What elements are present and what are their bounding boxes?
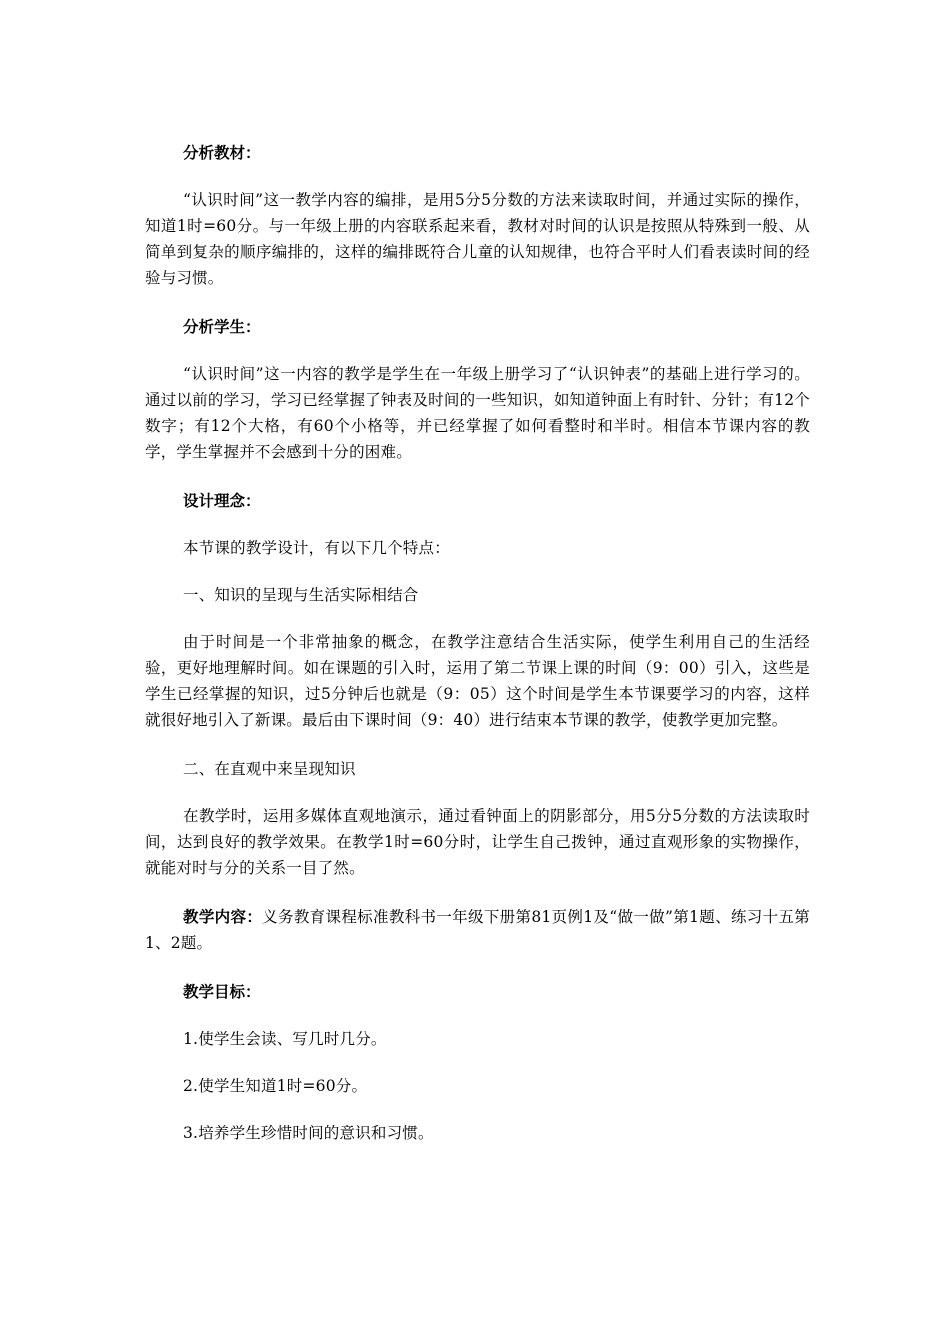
document-page bbox=[145, 140, 810, 1146]
analyze-students-heading: 分析学生： bbox=[183, 318, 261, 336]
teaching-goal-item: 3.培养学生珍惜时间的意识和习惯。 bbox=[183, 1124, 434, 1142]
analyze-material-body: “认识时间”这一教学内容的编排，是用5分5分数的方法来读取时间，并通过实际的操作，知道1时=60分。与一年级上册的内容联系起来看，教材对时间的认识是按照从特殊到一般、从简单到复杂的顺序编排的，这样的编排既符合儿童的认知规律，也符合平时人们看表读时间的经验与习惯。 bbox=[145, 191, 810, 287]
design-point-2-title: 二、在直观中来呈现知识 bbox=[183, 760, 356, 778]
teaching-goal-item: 1.使学生会读、写几时几分。 bbox=[183, 1030, 387, 1048]
design-point-1-title: 一、知识的呈现与生活实际相结合 bbox=[183, 586, 419, 604]
teaching-content-body: 义务教育课程标准教科书一年级下册第81页例1及“做一做”第1题、练习十五第1、2题。 bbox=[145, 908, 810, 952]
design-concept-intro: 本节课的教学设计，有以下几个特点： bbox=[183, 539, 450, 557]
analyze-material-heading: 分析教材： bbox=[183, 144, 261, 162]
design-point-1-body: 由于时间是一个非常抽象的概念，在教学注意结合生活实际，使学生利用自己的生活经验，更好地理解时间。如在课题的引入时，运用了第二节课上课的时间（9：00）引入，这些是学生已经掌握的知识，过5分钟后也就是（9：05）这个时间是学生本节课要学习的内容，这样就很好地引入了新课。最后由下课时间（9：40）进行结束本节课的教学，使教学更加完整。 bbox=[145, 633, 810, 729]
design-point-2-body: 在教学时，运用多媒体直观地演示，通过看钟面上的阴影部分，用5分5分数的方法读取时间，达到良好的教学效果。在教学1时=60分时，让学生自己拨钟，通过直观形象的实物操作，就能对时与分的关系一目了然。 bbox=[145, 807, 810, 877]
teaching-content-label: 教学内容： bbox=[183, 908, 263, 926]
teaching-goal-item: 2.使学生知道1时=60分。 bbox=[183, 1077, 368, 1095]
design-concept-heading: 设计理念： bbox=[183, 492, 261, 510]
teaching-content-paragraph bbox=[145, 904, 810, 956]
teaching-goals-heading: 教学目标： bbox=[183, 983, 261, 1001]
analyze-students-body: “认识时间”这一内容的教学是学生在一年级上册学习了“认识钟表”的基础上进行学习的。通过以前的学习，学习已经掌握了钟表及时间的一些知识，如知道钟面上有时针、分针；有12个数字；有12个大格，有60个小格等，并已经掌握了如何看整时和半时。相信本节课内容的教学，学生掌握并不会感到十分的困难。 bbox=[145, 365, 810, 461]
